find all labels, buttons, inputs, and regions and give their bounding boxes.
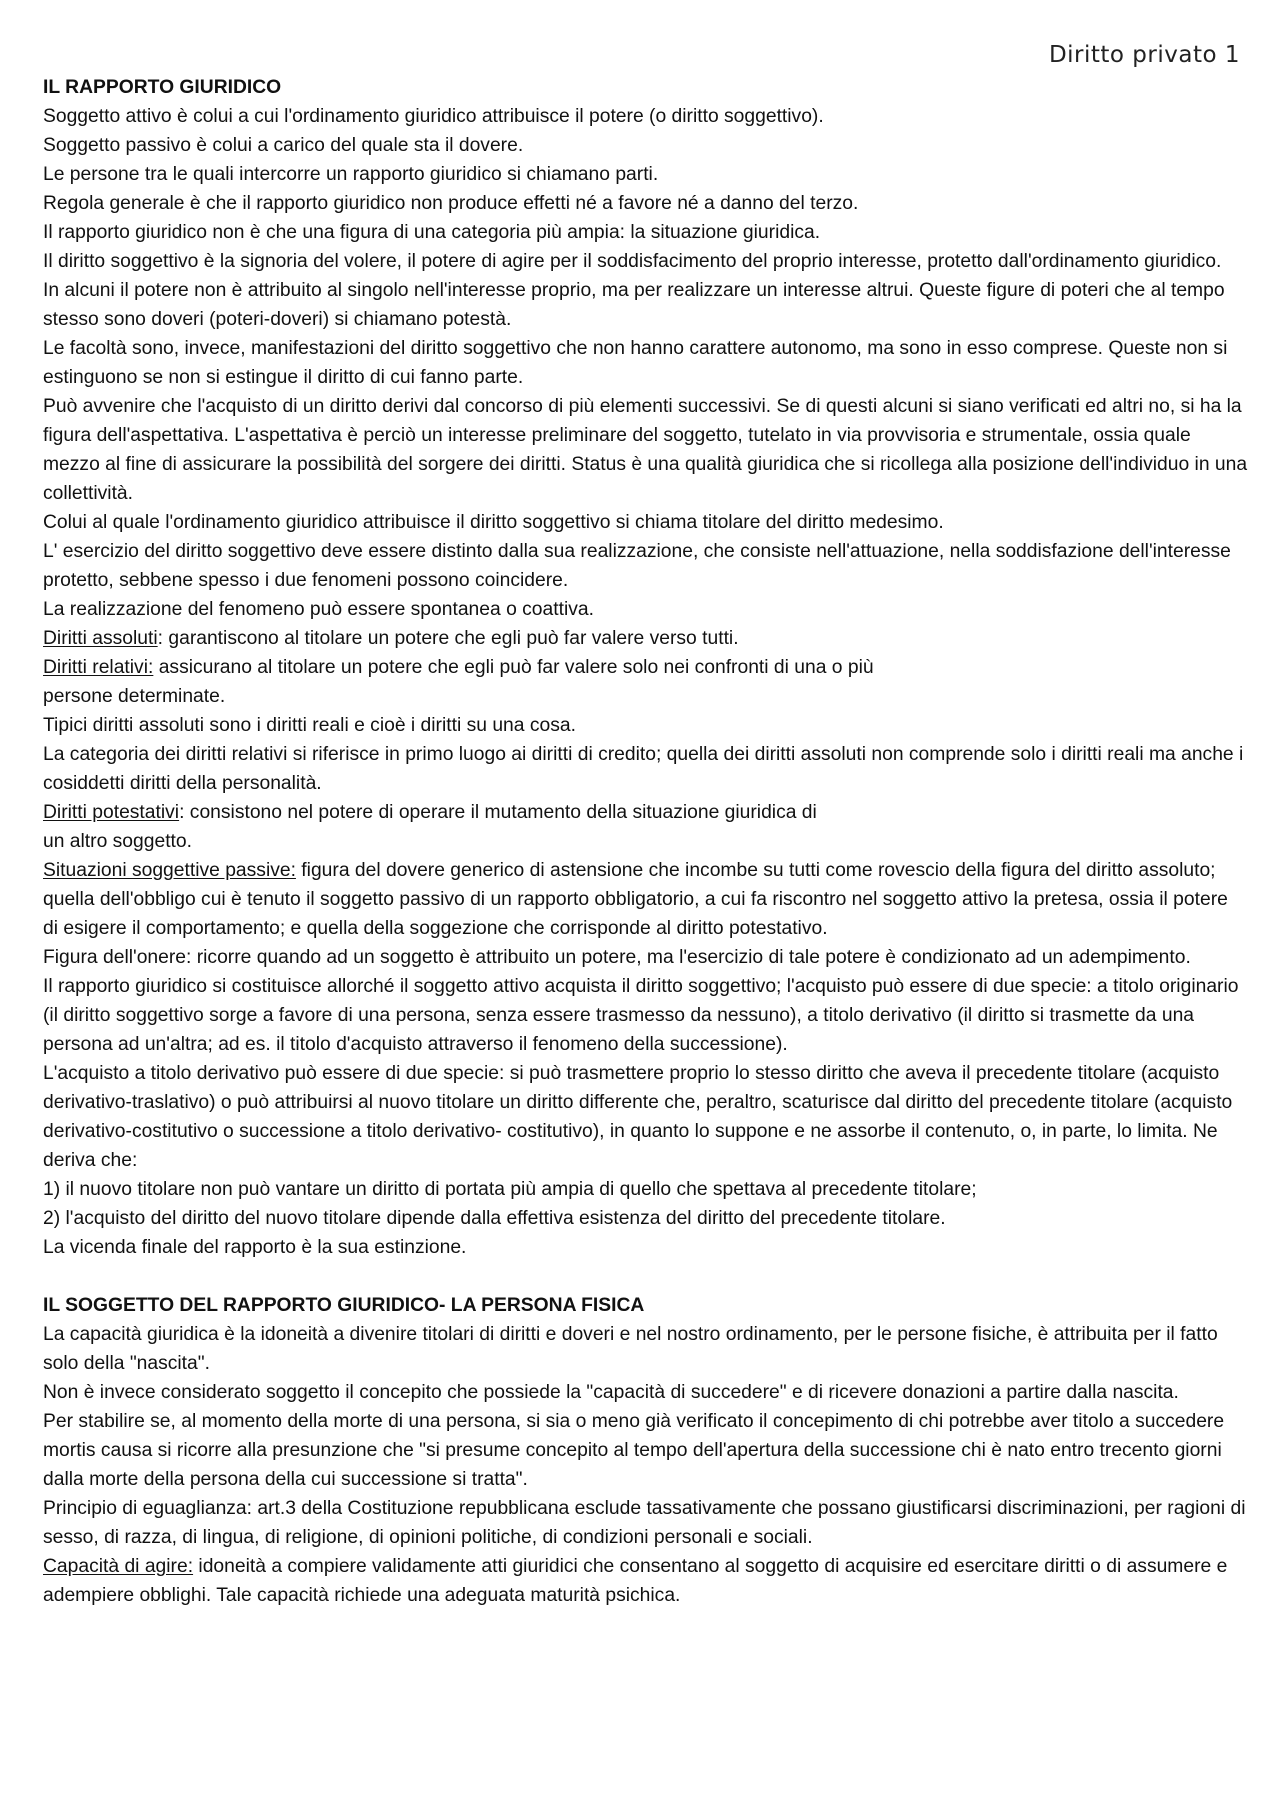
- document-body: [43, 73, 1248, 1610]
- term-diritti-relativi: Diritti relativi:: [43, 657, 154, 678]
- definition-text: assicurano al titolare un potere che egli può far valere solo nei confronti di una o più: [153, 657, 874, 678]
- definition-text: : consistono nel potere di operare il mutamento della situazione giuridica di: [179, 802, 817, 823]
- paragraph: In alcuni il potere non è attribuito al singolo nell'interesse proprio, ma per realizzare un interesse altrui. Queste figure di poteri che al tempo stesso sono doveri (poteri-doveri) si chiamano potestà.: [43, 280, 1225, 330]
- paragraph: Principio di eguaglianza: art.3 della Costituzione repubblicana esclude tassativamente che possano giustificarsi discriminazioni, per ragioni di sesso, di razza, di lingua, di religione, di opinioni politiche, di condizioni personali e sociali.: [43, 1498, 1246, 1548]
- paragraph: Il rapporto giuridico non è che una figura di una categoria più ampia: la situazione giuridica.: [43, 222, 821, 243]
- section-title-persona-fisica: IL SOGGETTO DEL RAPPORTO GIURIDICO- LA PERSONA FISICA: [43, 1295, 645, 1316]
- paragraph: Soggetto passivo è colui a carico del quale sta il dovere.: [43, 135, 524, 156]
- section-spacer: [43, 1262, 1248, 1291]
- list-item: 1) il nuovo titolare non può vantare un diritto di portata più ampia di quello che spettava al precedente titolare;: [43, 1179, 977, 1200]
- paragraph: Il diritto soggettivo è la signoria del volere, il potere di agire per il soddisfacimento del proprio interesse, protetto dall'ordinamento giuridico.: [43, 251, 1222, 272]
- definition-diritti-potestativi: [43, 798, 1248, 856]
- definition-text: : garantiscono al titolare un potere che egli può far valere verso tutti.: [157, 628, 739, 649]
- paragraph: Le facoltà sono, invece, manifestazioni del diritto soggettivo che non hanno carattere autonomo, ma sono in esso comprese. Queste non si estinguono se non si estingue il diritto di cui fanno parte.: [43, 338, 1228, 388]
- paragraph: L' esercizio del diritto soggettivo deve essere distinto dalla sua realizzazione, che consiste nell'attuazione, nella soddisfazione dell'interesse protetto, sebbene spesso i due fenomeni possono coincidere.: [43, 541, 1231, 591]
- page-header-title: Diritto privato 1: [1048, 42, 1240, 68]
- paragraph: Il rapporto giuridico si costituisce allorché il soggetto attivo acquista il diritto soggettivo; l'acquisto può essere di due specie: a titolo originario (il diritto soggettivo sorge a favore di una persona, senza essere trasmesso da nessuno), a titolo derivativo (il diritto si trasmette da una persona ad un'altra; ad es. il titolo d'acquisto attraverso il fenomeno della successione).: [43, 976, 1239, 1055]
- paragraph: Soggetto attivo è colui a cui l'ordinamento giuridico attribuisce il potere (o diritto soggettivo).: [43, 106, 824, 127]
- paragraph: La realizzazione del fenomeno può essere spontanea o coattiva.: [43, 599, 594, 620]
- paragraph: Le persone tra le quali intercorre un rapporto giuridico si chiamano parti.: [43, 164, 659, 185]
- term-diritti-assoluti: Diritti assoluti: [43, 628, 158, 649]
- definition-diritti-assoluti: [43, 624, 1248, 653]
- term-diritti-potestativi: Diritti potestativi: [43, 802, 180, 823]
- paragraph: Può avvenire che l'acquisto di un diritto derivi dal concorso di più elementi successivi. Se di questi alcuni si siano verificati ed altri no, si ha la figura dell'aspettativa. L'aspettativa è perciò un interesse preliminare del soggetto, tutelato in via provvisoria e strumentale, ossia quale mezzo al fine di assicurare la possibilità del sorgere dei diritti. Status è una qualità giuridica che si ricollega alla posizione dell'individuo in una collettività.: [43, 396, 1248, 504]
- definition-text-continued: un altro soggetto.: [43, 831, 192, 852]
- definition-text: figura del dovere generico di astensione che incombe su tutti come rovescio della figura del diritto assoluto; quella dell'obbligo cui è tenuto il soggetto passivo di un rapporto obbligatorio, a cui fa riscontro nel soggetto attivo la pretesa, ossia il potere di esigere il comportamento; e quella della soggezione che corrisponde al diritto potestativo.: [43, 860, 1228, 939]
- definition-text-continued: persone determinate.: [43, 686, 226, 707]
- term-capacita-di-agire: Capacità di agire:: [43, 1556, 194, 1577]
- definition-text: idoneità a compiere validamente atti giuridici che consentano al soggetto di acquisire ed esercitare diritti o di assumere e adempiere obblighi. Tale capacità richiede una adeguata maturità psichica.: [43, 1556, 1228, 1606]
- paragraph: Colui al quale l'ordinamento giuridico attribuisce il diritto soggettivo si chiama titolare del diritto medesimo.: [43, 512, 944, 533]
- term-situazioni-passive: Situazioni soggettive passive:: [43, 860, 296, 881]
- definition-capacita-di-agire: [43, 1552, 1248, 1610]
- paragraph: Non è invece considerato soggetto il concepito che possiede la "capacità di succedere" e di ricevere donazioni a partire dalla nascita.: [43, 1382, 1179, 1403]
- paragraph: Figura dell'onere: ricorre quando ad un soggetto è attribuito un potere, ma l'esercizio di tale potere è condizionato ad un adempimento.: [43, 947, 1191, 968]
- section-title-rapporto-giuridico: IL RAPPORTO GIURIDICO: [43, 77, 282, 98]
- definition-situazioni-passive: [43, 856, 1248, 943]
- paragraph: La categoria dei diritti relativi si riferisce in primo luogo ai diritti di credito; quella dei diritti assoluti non comprende solo i diritti reali ma anche i cosiddetti diritti della personalità.: [43, 744, 1244, 794]
- paragraph: La capacità giuridica è la idoneità a divenire titolari di diritti e doveri e nel nostro ordinamento, per le persone fisiche, è attribuita per il fatto solo della "nascita".: [43, 1324, 1218, 1374]
- paragraph: L'acquisto a titolo derivativo può essere di due specie: si può trasmettere proprio lo stesso diritto che aveva il precedente titolare (acquisto derivativo-traslativo) o può attribuirsi al nuovo titolare un diritto differente che, peraltro, scaturisce dal diritto del precedente titolare (acquisto derivativo-costitutivo o successione a titolo derivativo- costitutivo), in quanto lo suppone e ne assorbe il contenuto, o, in parte, lo limita. Ne deriva che:: [43, 1063, 1233, 1171]
- list-item: 2) l'acquisto del diritto del nuovo titolare dipende dalla effettiva esistenza del diritto del precedente titolare.: [43, 1208, 946, 1229]
- paragraph: Tipici diritti assoluti sono i diritti reali e cioè i diritti su una cosa.: [43, 715, 576, 736]
- definition-diritti-relativi: [43, 653, 1248, 711]
- paragraph: Regola generale è che il rapporto giuridico non produce effetti né a favore né a danno del terzo.: [43, 193, 859, 214]
- paragraph: Per stabilire se, al momento della morte di una persona, si sia o meno già verificato il concepimento di chi potrebbe aver titolo a succedere mortis causa si ricorre alla presunzione che "si presume concepito al tempo dell'apertura della successione chi è nato entro trecento giorni dalla morte della persona della cui successione si tratta".: [43, 1411, 1225, 1490]
- paragraph: La vicenda finale del rapporto è la sua estinzione.: [43, 1237, 467, 1258]
